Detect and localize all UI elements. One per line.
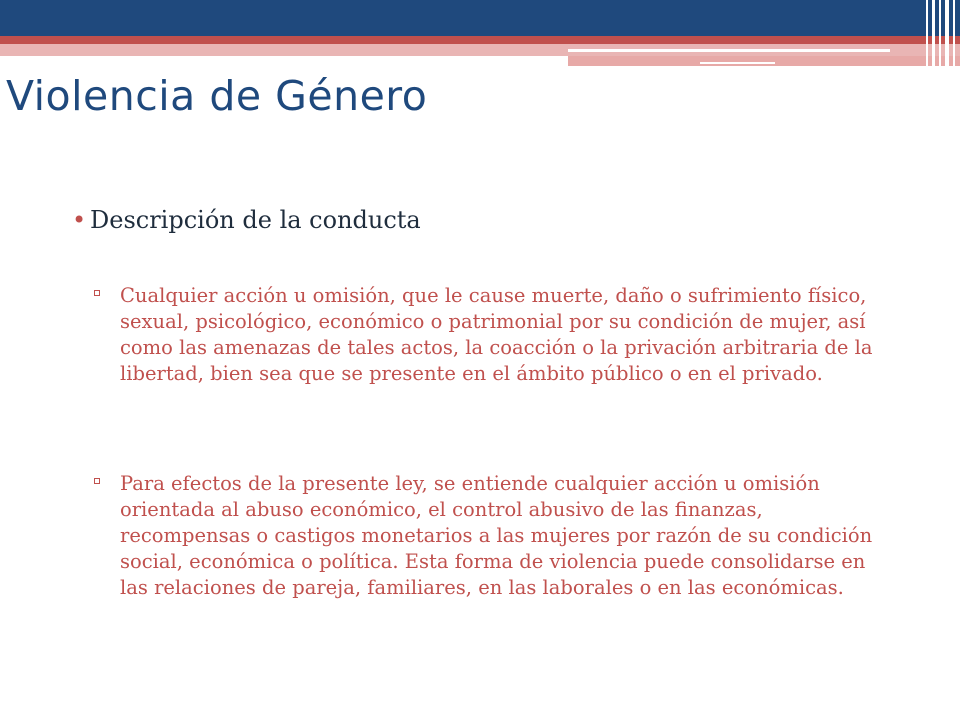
header-banner-blue — [0, 0, 960, 36]
sub-bullet — [94, 283, 894, 387]
header-banner-red — [0, 36, 960, 44]
sub-bullet-text: Para efectos de la presente ley, se entiende cualquier acción u omisión orientada al abuso económico, el control abusivo de las finanzas, recompensas o castigos monetarios a las mujeres por razón de su condición social, económica o política. Esta forma de violencia puede consolidarse en las relaciones de pareja, familiares, en las laborales o en las económicas. — [120, 472, 873, 599]
bullet-heading — [72, 206, 892, 234]
sub-bullet — [94, 471, 894, 601]
slide-title: Violencia de Género — [6, 72, 428, 120]
header-highlight-line-short — [700, 62, 775, 64]
bullet-heading-text: Descripción de la conducta — [90, 206, 421, 234]
square-bullet-icon — [94, 478, 100, 484]
header-vertical-stripes — [922, 0, 960, 66]
sub-bullet-text: Cualquier acción u omisión, que le cause muerte, daño o sufrimiento físico, sexual, psicológico, económico o patrimonial por su condición de mujer, así como las amenazas de tales actos, la coacción o la privación arbitraria de la libertad, bien sea que se presente en el ámbito público o en el privado. — [120, 284, 873, 385]
header-banner-pink-accent — [568, 56, 960, 66]
bullet-dot-icon: • — [72, 206, 87, 234]
header-highlight-line — [568, 49, 890, 52]
square-bullet-icon — [94, 290, 100, 296]
